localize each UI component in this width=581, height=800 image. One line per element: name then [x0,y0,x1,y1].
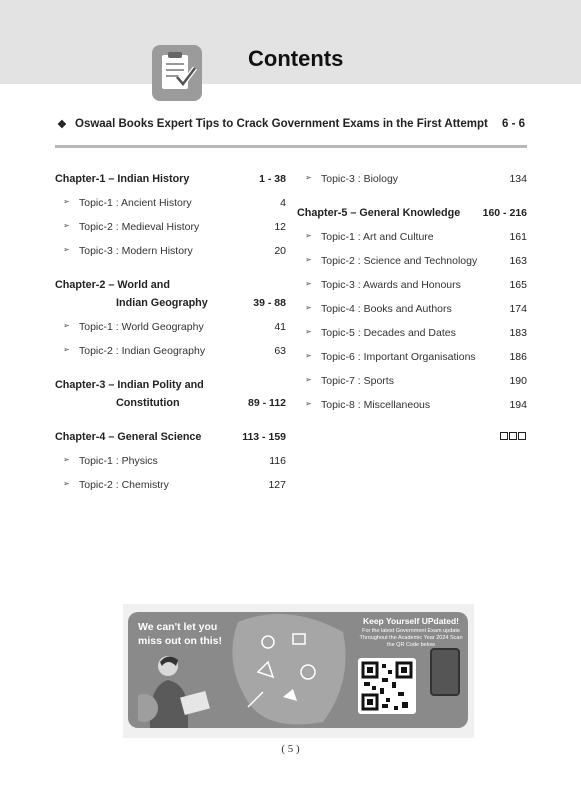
chapter-5-title: Chapter-5 – General Knowledge [297,207,461,219]
topic-label: Topic-1 : World Geography [79,321,204,333]
topic-label: Topic-3 : Modern History [79,245,193,257]
reader-illustration-icon [138,648,228,728]
topic-label: Topic-1 : Art and Culture [321,231,434,243]
arrowhead-bullet-icon: ➢ [305,327,312,336]
arrowhead-bullet-icon: ➢ [305,255,312,264]
chapter-2-title-line2: Indian Geography [116,297,208,309]
chapter-4-title: Chapter-4 – General Science [55,431,202,443]
topic-page: 134 [509,173,527,185]
topic-row [305,231,505,247]
topic-page: 4 [280,197,286,209]
topic-page: 163 [509,255,527,267]
topic-page: 174 [509,303,527,315]
topic-page: 190 [509,375,527,387]
intro-pages: 6 - 6 [501,118,525,130]
arrowhead-bullet-icon: ➢ [63,245,70,254]
promo-right-text-block [358,616,464,649]
topic-label: Topic-2 : Medieval History [79,221,200,233]
arrowhead-bullet-icon: ➢ [63,455,70,464]
topic-page: 41 [274,321,286,333]
square-triplet-icon [500,432,526,442]
topic-page: 116 [269,455,286,467]
topic-page: 63 [274,345,286,357]
arrowhead-bullet-icon: ➢ [305,375,312,384]
chapter-2-pages: 39 - 88 [253,297,286,309]
arrowhead-bullet-icon: ➢ [63,221,70,230]
chapter-4-pages: 113 - 159 [242,431,286,443]
promo-right-subtext: For the latest Government Exam update Throughout the Academic Year 2024 Scan the QR Code below [359,628,463,648]
topic-row [305,255,505,271]
topic-page: 127 [268,479,286,491]
topic-label: Topic-4 : Books and Authors [321,303,452,315]
topic-label: Topic-8 : Miscellaneous [321,399,431,411]
page-number: ( 5 ) [281,743,300,755]
intro-text: Oswaal Books Expert Tips to Crack Government Exams in the First Attempt [75,118,488,130]
promo-banner-card [128,612,468,728]
topic-label: Topic-1 : Ancient History [79,197,192,209]
topic-label: Topic-3 : Awards and Honours [321,279,461,291]
chapter-1-title: Chapter-1 – Indian History [55,173,190,185]
chapter-3-title-line1: Chapter-3 – Indian Polity and [55,379,204,391]
doodle-blob-icon [228,612,348,728]
qr-code-icon[interactable] [358,658,416,714]
topic-row [305,351,505,367]
topic-page: 165 [509,279,527,291]
arrowhead-bullet-icon: ➢ [63,197,70,206]
topic-label: Topic-2 : Science and Technology [321,255,478,267]
arrowhead-bullet-icon: ➢ [305,399,312,408]
topic-row [305,303,505,319]
promo-left-text: We can't let you miss out on this! [138,621,222,647]
topic-label: Topic-3 : Biology [321,173,399,185]
topic-label: Topic-2 : Indian Geography [79,345,206,357]
page-title: Contents [248,46,344,71]
promo-banner[interactable] [123,604,474,738]
topic-label: Topic-5 : Decades and Dates [321,327,456,339]
chapter-3-pages: 89 - 112 [248,397,286,409]
diamond-bullet-icon: ❖ [57,119,67,131]
promo-right-heading: Keep Yourself UPdated! [362,616,460,626]
topic-row [305,375,505,391]
topic-label: Topic-7 : Sports [321,375,394,387]
topic-label: Topic-6 : Important Organisations [321,351,476,363]
arrowhead-bullet-icon: ➢ [305,279,312,288]
arrowhead-bullet-icon: ➢ [63,345,70,354]
topic-page: 194 [509,399,527,411]
topic-page: 12 [274,221,286,233]
arrowhead-bullet-icon: ➢ [63,479,70,488]
topic-page: 20 [274,245,286,257]
arrowhead-bullet-icon: ➢ [305,351,312,360]
topic-row [305,173,505,189]
chapter-2-title-line1: Chapter-2 – World and [55,279,170,291]
chapter-3-title-line2: Constitution [116,397,180,409]
chapter-5-pages: 160 - 216 [482,207,527,219]
topic-label: Topic-1 : Physics [79,455,158,467]
arrowhead-bullet-icon: ➢ [63,321,70,330]
topic-page: 183 [509,327,527,339]
arrowhead-bullet-icon: ➢ [305,303,312,312]
topic-row [305,279,505,295]
topic-row [305,327,505,343]
chapter-1-pages: 1 - 38 [259,173,286,185]
phone-icon [430,648,460,696]
topic-page: 161 [509,231,527,243]
arrowhead-bullet-icon: ➢ [305,173,312,182]
topic-row [305,399,505,415]
topic-page: 186 [509,351,527,363]
topic-label: Topic-2 : Chemistry [79,479,169,491]
arrowhead-bullet-icon: ➢ [305,231,312,240]
